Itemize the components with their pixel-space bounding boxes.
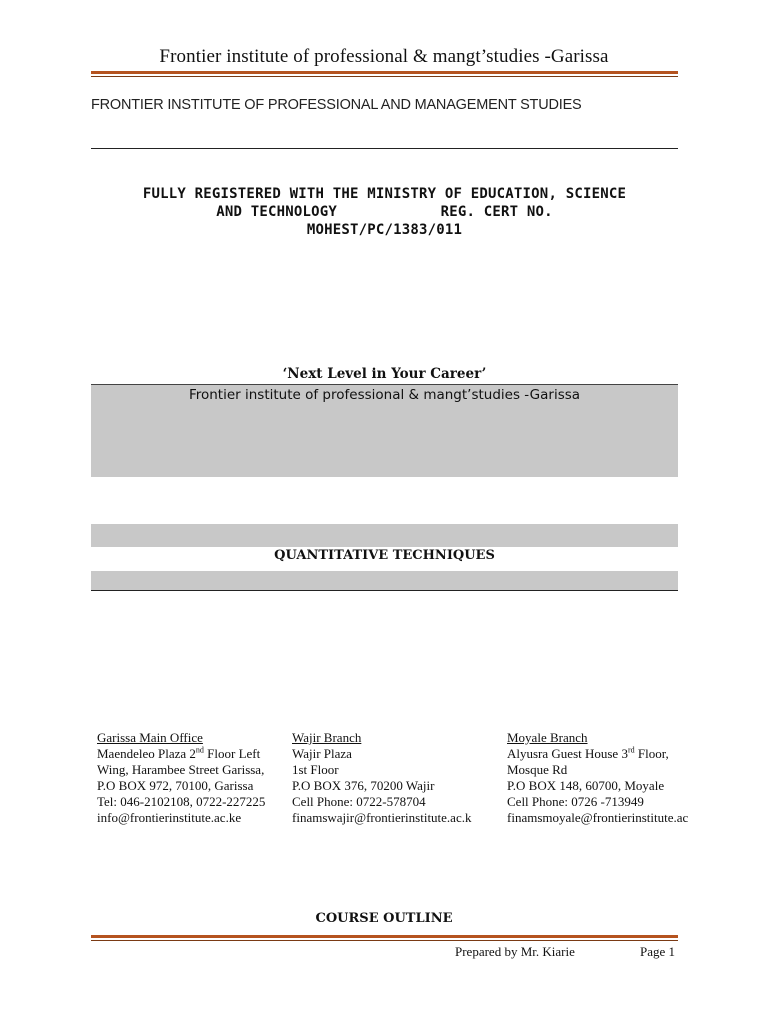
- header-title: Frontier institute of professional & mangt’studies -Garissa: [159, 46, 609, 67]
- registration-line-2: AND TECHNOLOGY REG. CERT NO.: [216, 204, 553, 220]
- course-rule: [91, 590, 678, 591]
- office-garissa-line-4: Tel: 046-2102108, 0722-227225: [97, 794, 266, 809]
- course-band-bottom: [91, 571, 678, 590]
- office-wajir-line-4: Cell Phone: 0722-578704: [292, 794, 426, 809]
- header-rule-thin: [91, 76, 678, 77]
- office-moyale: [507, 730, 703, 825]
- course-outline-title: COURSE OUTLINE: [315, 911, 453, 926]
- office-garissa-line-1: Maendeleo Plaza 2nd Floor Left: [97, 745, 261, 761]
- office-wajir-name: Wajir Branch: [292, 730, 362, 745]
- office-wajir-email: finamswajir@frontierinstitute.ac.k: [292, 810, 472, 825]
- office-moyale-name: Moyale Branch: [507, 730, 588, 745]
- registration-statement: [91, 185, 678, 239]
- course-title: QUANTITATIVE TECHNIQUES: [274, 548, 495, 563]
- office-wajir-line-1: Wajir Plaza: [292, 746, 352, 761]
- title-box-text: Frontier institute of professional & mangt’studies -Garissa: [188, 387, 581, 403]
- office-garissa-line-3: P.O BOX 972, 70100, Garissa: [97, 778, 254, 793]
- office-moyale-email: finamsmoyale@frontierinstitute.ac: [507, 810, 689, 825]
- office-moyale-line-2: Mosque Rd: [507, 762, 568, 777]
- office-garissa-line-2: Wing, Harambee Street Garissa,: [97, 762, 265, 777]
- footer-page-number: Page 1: [640, 944, 676, 959]
- office-garissa: [97, 730, 282, 825]
- office-moyale-line-4: Cell Phone: 0726 -713949: [507, 794, 644, 809]
- footer-rule-thin: [91, 940, 678, 941]
- slogan: ‘Next Level in Your Career’: [282, 366, 487, 382]
- office-moyale-line-3: P.O BOX 148, 60700, Moyale: [507, 778, 665, 793]
- course-band-top: [91, 524, 678, 547]
- office-garissa-name: Garissa Main Office: [97, 730, 203, 745]
- office-wajir-line-2: 1st Floor: [292, 762, 339, 777]
- office-wajir-line-3: P.O BOX 376, 70200 Wajir: [292, 778, 435, 793]
- office-wajir: [292, 730, 484, 825]
- footer-rule-thick: [91, 935, 678, 938]
- organization-name: FRONTIER INSTITUTE OF PROFESSIONAL AND MANAGEMENT STUDIES: [91, 97, 582, 113]
- registration-line-1: FULLY REGISTERED WITH THE MINISTRY OF EDUCATION, SCIENCE: [142, 186, 627, 202]
- office-moyale-line-1: Alyusra Guest House 3rd Floor,: [507, 745, 669, 761]
- footer-prepared-by: Prepared by Mr. Kiarie: [455, 944, 575, 959]
- org-underline: [91, 148, 678, 149]
- registration-line-3: MOHEST/PC/1383/011: [306, 222, 463, 238]
- office-garissa-email: info@frontierinstitute.ac.ke: [97, 810, 242, 825]
- header-rule-thick: [91, 71, 678, 74]
